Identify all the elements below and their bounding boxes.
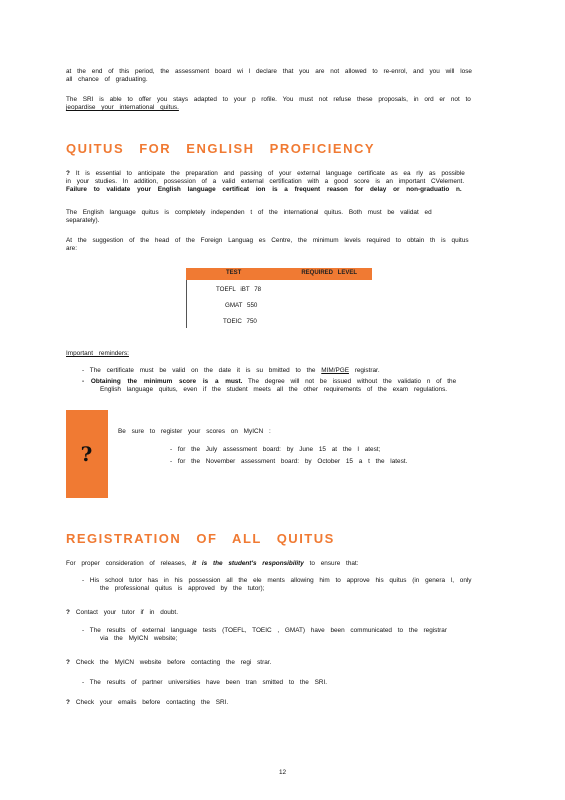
reminder-1-end: registrar.: [348, 367, 380, 374]
section-heading-english: QUITUS FOR ENGLISH PROFICIENCY: [66, 141, 376, 156]
english-p4-line2: are:: [66, 245, 78, 252]
registration-item-3: - The results of partner universities have been tran smitted to the SRI.: [82, 679, 328, 686]
callout-line-3: - for the November assessment board: by October 15 a t the latest.: [170, 458, 408, 465]
callout-divider: [107, 410, 108, 498]
registration-check-2: [66, 659, 496, 667]
english-p3-line2: separately).: [66, 217, 100, 224]
requirements-table: [186, 268, 372, 280]
reminder-item-1: [82, 367, 502, 375]
english-b1-line2: in your studies. In addition, possession of a valid external certification with a good score is an important CVelement.: [66, 178, 465, 185]
question-bullet-icon: ?: [66, 170, 70, 177]
reminder-1-text: - The certificate must be valid on the date it is su bmitted to the: [82, 367, 322, 374]
registration-i1-line2: the professional quitus is approved by the tutor);: [100, 585, 265, 592]
responsibility-emphasis: it is the student's responsibility: [192, 560, 304, 567]
registration-intro-text: For proper consideration of releases,: [66, 560, 193, 567]
registration-check-3: [66, 699, 496, 707]
english-bullet-paragraph: [66, 170, 496, 194]
registration-q3: Check your emails before contacting the SRI.: [75, 699, 229, 706]
registration-intro: [66, 560, 496, 568]
intro-p2-line1: The SRI is able to offer you stays adapted to your p rofile. You must not refuse these proposals, in ord er not to: [66, 96, 471, 103]
english-b1-line1: It is essential to anticipate the preparation and passing of your external language certificate as ea rly as possible: [75, 170, 465, 177]
callout-question-box: [66, 410, 107, 498]
english-b1-bold-warning: Failure to validate your English language certificat ion is a frequent reason for delay or non-graduatio n.: [66, 186, 462, 193]
intro-paragraph-1: [66, 68, 496, 84]
table-row: GMAT 550: [225, 302, 258, 309]
english-p4-line1: At the suggestion of the head of the Foreign Languag es Centre, the minimum levels required to obtain th is quitus: [66, 237, 469, 244]
registration-i1-line1: - His school tutor has in his possession all the ele ments allowing him to approve his quitus (in genera l, only: [82, 577, 472, 584]
registration-check-1: [66, 609, 496, 617]
page-number: 12: [278, 769, 287, 776]
registration-item-2: [82, 627, 502, 643]
registration-q2: Check the MyICN website before contacting the regi strar.: [75, 659, 272, 666]
intro-paragraph-2: [66, 96, 496, 112]
question-bullet-icon: ?: [66, 659, 70, 666]
registration-intro-end: to ensure that:: [303, 560, 359, 567]
english-p3-line1: The English language quitus is completely independen t of the international quitus. Both must be validat ed: [66, 209, 432, 216]
question-bullet-icon: ?: [66, 609, 70, 616]
intro-p1-line2: all chance of graduating.: [66, 76, 148, 83]
english-paragraph-independent: [66, 209, 496, 225]
english-paragraph-levels: [66, 237, 496, 253]
section-heading-registration: REGISTRATION OF ALL QUITUS: [66, 531, 335, 546]
intro-p2-line2: jeopardise your international quitus.: [66, 104, 179, 111]
registration-item-1: [82, 577, 502, 593]
reminder-item-2: [82, 378, 502, 394]
reminder-2-line2: English language quitus, even if the student meets all the other requirements of the exam regulations.: [100, 386, 448, 393]
table-col-level: REQUIRED LEVEL: [301, 270, 358, 277]
reminder-2-rest: The degree will not be issued without the validatio n of the: [242, 378, 457, 385]
registration-i2-line1: - The results of external language tests (TOEFL, TOEIC , GMAT) have been communicated to the registrar: [82, 627, 447, 634]
question-bullet-icon: ?: [66, 699, 70, 706]
question-mark-icon: ?: [80, 441, 93, 466]
table-row: TOEIC 750: [223, 318, 257, 325]
registration-q1: Contact your tutor if in doubt.: [75, 609, 178, 616]
registration-i2-line2: via the MyICN website;: [100, 635, 178, 642]
table-divider-line: [186, 280, 187, 328]
registrar-link[interactable]: MIM/PGE: [321, 367, 349, 374]
callout-line-2: - for the July assessment board: by June 15 at the l atest;: [170, 446, 381, 453]
table-row: TOEFL iBT 78: [216, 286, 262, 293]
callout-line-1: Be sure to register your scores on MyICN :: [118, 428, 271, 435]
table-header: [186, 268, 372, 280]
table-col-test: TEST: [226, 270, 242, 277]
reminders-title: Important reminders:: [66, 350, 129, 357]
intro-p1-line1: at the end of this period, the assessment board wi l declare that you are not allowed to re-enrol, and you will lose: [66, 68, 472, 75]
reminder-2-bold: - Obtaining the minimum score is a must.: [82, 378, 243, 385]
